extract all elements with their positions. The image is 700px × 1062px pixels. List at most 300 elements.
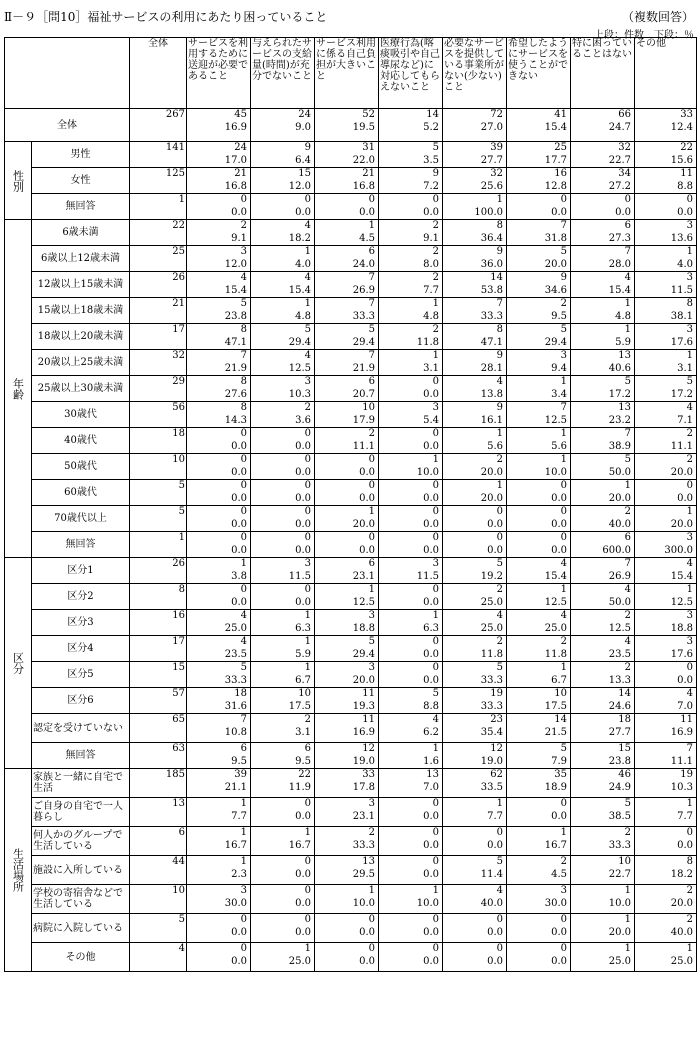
percent-value: 40.0 [670,927,693,938]
value-cell [315,558,379,584]
count-value: 0 [240,454,247,465]
percent-value: 36.4 [480,233,503,244]
percent-value: 12.5 [544,415,567,426]
value-cell [443,272,507,298]
count-value: 4 [496,885,503,896]
count-value: 0 [304,480,311,491]
value-cell [251,610,315,636]
percent-value: 0.0 [423,840,439,851]
total-cell: 57 [130,688,187,714]
percent-value: 12.5 [670,597,693,608]
count-value: 1 [368,885,375,896]
count-value: 1 [686,584,693,595]
value-cell [635,168,697,194]
total-cell: 26 [130,558,187,584]
table-row [5,662,697,688]
percent-value: 28.0 [608,259,631,270]
percent-value: 0.0 [423,389,439,400]
count-value: 5 [624,376,631,387]
row-label: 区分2 [32,584,130,610]
count-value: 18 [618,714,631,725]
value-cell [315,142,379,168]
value-cell [507,402,571,428]
percent-value: 17.9 [352,415,375,426]
percent-value: 20.0 [544,259,567,270]
value-cell [187,168,251,194]
percent-value: 5.2 [423,122,439,133]
value-cell [187,610,251,636]
percent-value: 18.8 [352,623,375,634]
total-cell: 141 [130,142,187,168]
percent-value: 11.4 [480,869,503,880]
percent-value: 47.1 [224,337,247,348]
value-cell [187,714,251,743]
total-cell: 10 [130,885,187,914]
percent-value: 11.9 [288,782,311,793]
value-cell [315,885,379,914]
count-value: 2 [304,714,311,725]
percent-value: 18.9 [544,782,567,793]
count-value: 8 [496,220,503,231]
percent-value: 28.1 [480,363,503,374]
count-value: 2 [496,454,503,465]
value-cell [187,454,251,480]
group-label-age: 年齢 [5,220,32,558]
value-cell [635,714,697,743]
value-cell [571,220,635,246]
corner-cell [5,38,130,109]
percent-value: 12.8 [544,181,567,192]
percent-value: 33.5 [480,782,503,793]
value-cell [507,662,571,688]
value-cell [443,584,507,610]
count-value: 4 [240,272,247,283]
value-cell [379,662,443,688]
value-cell [315,532,379,558]
percent-value: 0.0 [295,467,311,478]
value-cell [507,714,571,743]
value-cell [251,688,315,714]
percent-value: 22.0 [352,155,375,166]
table-row [5,885,697,914]
count-value: 9 [496,246,503,257]
percent-value: 10.0 [416,467,439,478]
table-row [5,480,697,506]
percent-value: 2.3 [231,869,247,880]
col-header-supply: 与えられたサービスの支給量(時間)が充分でないこと [251,38,315,109]
percent-value: 0.0 [295,927,311,938]
count-value: 8 [240,376,247,387]
row-label: 60歳代 [32,480,130,506]
count-value: 14 [490,272,503,283]
count-value: 4 [686,558,693,569]
percent-value: 0.0 [423,207,439,218]
row-label: 男性 [32,142,130,168]
value-cell [379,298,443,324]
total-cell: 17 [130,636,187,662]
percent-value: 21.9 [352,363,375,374]
percent-value: 0.0 [359,956,375,967]
count-value: 4 [432,714,439,725]
count-value: 9 [304,142,311,153]
table-row [5,943,697,972]
value-cell [635,532,697,558]
percent-value: 9.5 [231,756,247,767]
percent-value: 33.3 [480,701,503,712]
percent-value: 0.0 [423,956,439,967]
percent-value: 0.0 [423,441,439,452]
count-value: 2 [432,220,439,231]
value-cell [315,376,379,402]
count-value: 0 [496,914,503,925]
value-cell [187,532,251,558]
value-cell [187,272,251,298]
percent-value: 0.0 [423,649,439,660]
count-value: 31 [362,142,375,153]
value-cell [571,350,635,376]
percent-value: 40.0 [480,898,503,909]
count-value: 0 [304,914,311,925]
value-cell [251,662,315,688]
value-cell [187,428,251,454]
count-value: 0 [240,532,247,543]
value-cell [315,827,379,856]
percent-value: 0.0 [677,207,693,218]
value-cell [571,454,635,480]
percent-value: 17.6 [670,649,693,660]
value-cell [251,350,315,376]
percent-value: 20.0 [670,519,693,530]
total-cell: 5 [130,914,187,943]
value-cell [315,324,379,350]
value-cell [379,798,443,827]
value-cell [507,558,571,584]
value-cell [571,914,635,943]
count-value: 6 [624,220,631,231]
value-cell [443,856,507,885]
value-cell [635,246,697,272]
total-cell: 1 [130,532,187,558]
value-cell [187,743,251,769]
percent-value: 40.6 [608,363,631,374]
count-value: 0 [432,827,439,838]
percent-value: 18.2 [670,869,693,880]
value-cell [251,428,315,454]
percent-value: 0.0 [295,493,311,504]
percent-value: 12.0 [288,181,311,192]
value-cell [571,298,635,324]
count-value: 9 [496,402,503,413]
count-value: 0 [560,532,567,543]
row-label: 区分4 [32,636,130,662]
percent-value: 12.4 [670,122,693,133]
percent-value: 11.1 [352,441,375,452]
count-value: 23 [490,714,503,725]
percent-value: 0.0 [231,493,247,504]
count-value: 7 [368,298,375,309]
value-cell [571,943,635,972]
total-cell: 8 [130,584,187,610]
percent-value: 8.8 [677,181,693,192]
count-value: 2 [686,914,693,925]
count-value: 1 [686,350,693,361]
value-cell [635,454,697,480]
percent-value: 26.9 [352,285,375,296]
percent-value: 17.5 [288,701,311,712]
count-value: 4 [304,272,311,283]
value-cell [443,798,507,827]
count-value: 1 [240,798,247,809]
value-cell [251,324,315,350]
value-cell [507,943,571,972]
percent-value: 4.8 [423,311,439,322]
count-value: 0 [304,584,311,595]
percent-value: 20.0 [480,467,503,478]
percent-value: 9.1 [231,233,247,244]
total-cell: 29 [130,376,187,402]
group-label-class: 区分 [5,558,32,769]
value-cell [251,506,315,532]
value-cell [571,714,635,743]
count-value: 7 [686,743,693,754]
row-label: 区分5 [32,662,130,688]
count-value: 0 [432,376,439,387]
value-cell [251,636,315,662]
value-cell [507,454,571,480]
count-value: 0 [432,856,439,867]
count-value: 4 [496,610,503,621]
col-header-other: その他 [635,38,697,109]
table-row [5,714,697,743]
percent-value: 25.0 [670,956,693,967]
percent-value: 15.4 [544,571,567,582]
percent-value: 4.8 [615,311,631,322]
percent-value: 16.7 [288,840,311,851]
value-cell [315,914,379,943]
count-value: 1 [432,454,439,465]
percent-value: 0.0 [295,811,311,822]
percent-value: 24.6 [608,701,631,712]
table-row [5,272,697,298]
value-cell [315,636,379,662]
value-cell [635,109,697,142]
percent-value: 11.8 [416,337,439,348]
count-value: 2 [624,827,631,838]
count-value: 4 [560,610,567,621]
count-value: 2 [686,428,693,439]
percent-value: 7.0 [423,782,439,793]
value-cell [251,298,315,324]
value-cell [187,220,251,246]
table-row [5,428,697,454]
percent-value: 0.0 [551,927,567,938]
percent-value: 3.1 [677,363,693,374]
count-value: 0 [496,943,503,954]
value-cell [443,109,507,142]
value-cell [187,506,251,532]
value-cell [315,610,379,636]
percent-value: 0.0 [551,493,567,504]
count-value: 7 [624,558,631,569]
percent-value: 0.0 [551,811,567,822]
value-cell [635,272,697,298]
value-cell [187,376,251,402]
percent-value: 0.0 [231,927,247,938]
value-cell [507,350,571,376]
count-value: 0 [686,662,693,673]
percent-value: 0.0 [423,519,439,530]
value-cell [315,168,379,194]
count-value: 46 [618,769,631,780]
percent-value: 4.5 [551,869,567,880]
percent-value: 23.2 [608,415,631,426]
percent-value: 17.8 [352,782,375,793]
row-label: 6歳以上12歳未満 [32,246,130,272]
percent-value: 0.0 [359,493,375,504]
count-value: 5 [240,662,247,673]
percent-value: 0.0 [423,869,439,880]
value-cell [571,532,635,558]
percent-value: 0.0 [423,597,439,608]
value-cell [635,943,697,972]
count-value: 2 [496,584,503,595]
count-value: 0 [432,532,439,543]
count-value: 1 [368,220,375,231]
percent-value: 17.2 [670,389,693,400]
percent-value: 3.6 [295,415,311,426]
count-value: 10 [298,688,311,699]
row-label: 女性 [32,168,130,194]
value-cell [571,246,635,272]
row-label: 70歳代以上 [32,506,130,532]
value-cell [571,769,635,798]
table-row [5,558,697,584]
count-value: 3 [686,610,693,621]
value-cell [251,743,315,769]
percent-value: 19.2 [480,571,503,582]
percent-value: 7.9 [551,756,567,767]
value-cell [635,636,697,662]
percent-value: 16.9 [352,727,375,738]
count-value: 7 [368,350,375,361]
count-value: 10 [362,402,375,413]
total-cell: 44 [130,856,187,885]
count-value: 0 [240,480,247,491]
count-value: 22 [680,142,693,153]
percent-value: 15.6 [670,155,693,166]
value-cell [379,769,443,798]
count-value: 5 [624,798,631,809]
value-cell [379,428,443,454]
value-cell [379,324,443,350]
count-value: 2 [432,324,439,335]
percent-value: 13.3 [608,675,631,686]
count-value: 9 [560,272,567,283]
value-cell [635,610,697,636]
percent-value: 9.5 [295,756,311,767]
value-cell [187,142,251,168]
total-cell: 6 [130,827,187,856]
count-value: 1 [240,827,247,838]
percent-value: 27.2 [608,181,631,192]
count-value: 1 [560,584,567,595]
count-value: 1 [432,298,439,309]
col-header-medical: 医療行為(喀痰吸引や自己導尿など)に対応してもらえないこと [379,38,443,109]
percent-value: 23.8 [608,756,631,767]
value-cell [571,743,635,769]
percent-value: 13.8 [480,389,503,400]
count-value: 1 [304,610,311,621]
count-value: 0 [686,194,693,205]
value-cell [443,688,507,714]
percent-value: 31.8 [544,233,567,244]
value-cell [635,298,697,324]
value-cell [187,402,251,428]
count-value: 3 [560,885,567,896]
value-cell [315,688,379,714]
count-value: 2 [368,827,375,838]
percent-value: 22.7 [608,155,631,166]
count-value: 3 [368,662,375,673]
value-cell [571,885,635,914]
count-value: 41 [554,109,567,120]
value-cell [187,856,251,885]
value-cell [571,142,635,168]
percent-value: 19.3 [352,701,375,712]
count-value: 72 [490,109,503,120]
percent-value: 17.6 [670,337,693,348]
value-cell [379,885,443,914]
percent-value: 30.0 [544,898,567,909]
percent-value: 29.4 [352,649,375,660]
count-value: 21 [234,168,247,179]
percent-value: 0.0 [231,956,247,967]
value-cell [571,827,635,856]
percent-value: 7.7 [677,811,693,822]
count-value: 2 [560,636,567,647]
count-value: 3 [240,246,247,257]
percent-value: 29.4 [544,337,567,348]
value-cell [571,662,635,688]
value-cell [635,402,697,428]
row-label: 施設に入所している [32,856,130,885]
value-cell [443,480,507,506]
count-value: 0 [686,480,693,491]
value-cell [635,584,697,610]
count-value: 4 [624,636,631,647]
count-value: 1 [624,298,631,309]
count-value: 12 [362,743,375,754]
count-value: 0 [240,914,247,925]
percent-value: 25.0 [224,623,247,634]
percent-value: 0.0 [423,927,439,938]
count-value: 5 [496,856,503,867]
count-value: 33 [362,769,375,780]
total-cell: 21 [130,298,187,324]
percent-value: 11.5 [416,571,439,582]
value-cell [635,142,697,168]
count-value: 1 [560,827,567,838]
count-value: 1 [560,376,567,387]
percent-value: 16.9 [670,727,693,738]
count-value: 1 [432,743,439,754]
value-cell [379,272,443,298]
count-value: 1 [368,506,375,517]
count-value: 7 [240,350,247,361]
value-cell [315,350,379,376]
value-cell [379,142,443,168]
value-cell [443,402,507,428]
